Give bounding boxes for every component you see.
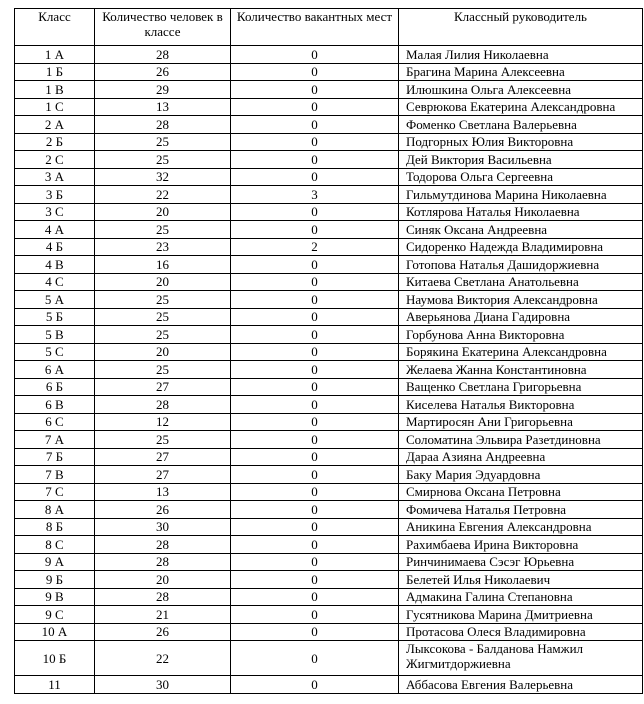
cell-count: 16 xyxy=(95,256,231,274)
cell-vacant: 0 xyxy=(231,361,399,379)
cell-class: 3 С xyxy=(15,203,95,221)
cell-count: 26 xyxy=(95,623,231,641)
cell-class: 5 А xyxy=(15,291,95,309)
cell-teacher: Лыксокова - Балданова Намжил Жигмитдоржиевна xyxy=(399,641,643,676)
cell-class: 2 А xyxy=(15,116,95,134)
cell-vacant: 0 xyxy=(231,46,399,64)
cell-class: 1 Б xyxy=(15,63,95,81)
header-count: Количество человек в классе xyxy=(95,9,231,46)
cell-vacant: 0 xyxy=(231,536,399,554)
cell-count: 21 xyxy=(95,606,231,624)
table-row xyxy=(15,81,643,99)
cell-vacant: 3 xyxy=(231,186,399,204)
cell-count: 25 xyxy=(95,291,231,309)
cell-class: 8 С xyxy=(15,536,95,554)
cell-class: 7 А xyxy=(15,431,95,449)
cell-vacant: 0 xyxy=(231,326,399,344)
cell-teacher: Севрюкова Екатерина Александровна xyxy=(399,98,643,116)
cell-teacher: Соломатина Эльвира Разетдиновна xyxy=(399,431,643,449)
table-row xyxy=(15,186,643,204)
cell-teacher: Смирнова Оксана Петровна xyxy=(399,483,643,501)
cell-class: 8 Б xyxy=(15,518,95,536)
cell-vacant: 0 xyxy=(231,676,399,694)
cell-class: 6 В xyxy=(15,396,95,414)
cell-count: 25 xyxy=(95,308,231,326)
cell-count: 20 xyxy=(95,273,231,291)
cell-class: 4 В xyxy=(15,256,95,274)
cell-count: 25 xyxy=(95,221,231,239)
table-row xyxy=(15,588,643,606)
table-row xyxy=(15,133,643,151)
cell-teacher: Китаева Светлана Анатольевна xyxy=(399,273,643,291)
header-row xyxy=(15,9,643,46)
table-row xyxy=(15,623,643,641)
cell-teacher: Аверьянова Диана Гадировна xyxy=(399,308,643,326)
cell-class: 2 Б xyxy=(15,133,95,151)
cell-vacant: 0 xyxy=(231,343,399,361)
cell-vacant: 0 xyxy=(231,133,399,151)
cell-teacher: Рахимбаева Ирина Викторовна xyxy=(399,536,643,554)
cell-vacant: 0 xyxy=(231,641,399,676)
table-row xyxy=(15,501,643,519)
table-row xyxy=(15,273,643,291)
cell-class: 3 Б xyxy=(15,186,95,204)
cell-class: 7 С xyxy=(15,483,95,501)
cell-teacher: Котлярова Наталья Николаевна xyxy=(399,203,643,221)
table-row xyxy=(15,151,643,169)
cell-vacant: 0 xyxy=(231,518,399,536)
cell-teacher: Синяк Оксана Андреевна xyxy=(399,221,643,239)
header-class: Класс xyxy=(15,9,95,46)
cell-vacant: 0 xyxy=(231,588,399,606)
table-row xyxy=(15,466,643,484)
cell-vacant: 0 xyxy=(231,378,399,396)
cell-teacher: Адмакина Галина Степановна xyxy=(399,588,643,606)
cell-vacant: 0 xyxy=(231,151,399,169)
cell-vacant: 0 xyxy=(231,413,399,431)
cell-vacant: 0 xyxy=(231,203,399,221)
cell-class: 3 А xyxy=(15,168,95,186)
cell-teacher: Борякина Екатерина Александровна xyxy=(399,343,643,361)
cell-vacant: 0 xyxy=(231,256,399,274)
table-row xyxy=(15,291,643,309)
table-row xyxy=(15,256,643,274)
cell-count: 13 xyxy=(95,483,231,501)
cell-teacher: Наумова Виктория Александровна xyxy=(399,291,643,309)
cell-teacher: Дараа Азияна Андреевна xyxy=(399,448,643,466)
table-row xyxy=(15,396,643,414)
cell-count: 25 xyxy=(95,431,231,449)
cell-vacant: 0 xyxy=(231,273,399,291)
cell-class: 1 С xyxy=(15,98,95,116)
table-row xyxy=(15,326,643,344)
cell-vacant: 0 xyxy=(231,291,399,309)
cell-class: 2 С xyxy=(15,151,95,169)
cell-teacher: Ващенко Светлана Григорьевна xyxy=(399,378,643,396)
cell-teacher: Дей Виктория Васильевна xyxy=(399,151,643,169)
cell-class: 1 В xyxy=(15,81,95,99)
cell-count: 28 xyxy=(95,553,231,571)
table-row xyxy=(15,483,643,501)
table-row xyxy=(15,308,643,326)
cell-teacher: Тодорова Ольга Сергеевна xyxy=(399,168,643,186)
table-row xyxy=(15,116,643,134)
cell-vacant: 0 xyxy=(231,221,399,239)
cell-class: 11 xyxy=(15,676,95,694)
table-row xyxy=(15,641,643,676)
cell-class: 5 Б xyxy=(15,308,95,326)
cell-teacher: Подгорных Юлия Викторовна xyxy=(399,133,643,151)
cell-teacher: Брагина Марина Алексеевна xyxy=(399,63,643,81)
cell-count: 32 xyxy=(95,168,231,186)
cell-count: 30 xyxy=(95,518,231,536)
table-row xyxy=(15,168,643,186)
header-teacher: Классный руководитель xyxy=(399,9,643,46)
cell-class: 4 Б xyxy=(15,238,95,256)
table-row xyxy=(15,448,643,466)
cell-teacher: Белетей Илья Николаевич xyxy=(399,571,643,589)
cell-class: 9 С xyxy=(15,606,95,624)
cell-count: 23 xyxy=(95,238,231,256)
cell-vacant: 0 xyxy=(231,116,399,134)
table-row xyxy=(15,518,643,536)
cell-class: 7 В xyxy=(15,466,95,484)
cell-vacant: 0 xyxy=(231,606,399,624)
cell-vacant: 0 xyxy=(231,431,399,449)
cell-count: 25 xyxy=(95,133,231,151)
header-vacant: Количество вакантных мест xyxy=(231,9,399,46)
cell-teacher: Баку Мария Эдуардовна xyxy=(399,466,643,484)
cell-class: 6 А xyxy=(15,361,95,379)
class-table xyxy=(14,8,643,694)
cell-class: 4 С xyxy=(15,273,95,291)
cell-teacher: Желаева Жанна Константиновна xyxy=(399,361,643,379)
cell-teacher: Илюшкина Ольга Алексеевна xyxy=(399,81,643,99)
cell-vacant: 0 xyxy=(231,571,399,589)
cell-vacant: 0 xyxy=(231,448,399,466)
table-row xyxy=(15,238,643,256)
cell-count: 27 xyxy=(95,448,231,466)
table-row xyxy=(15,203,643,221)
cell-teacher: Киселева Наталья Викторовна xyxy=(399,396,643,414)
cell-count: 20 xyxy=(95,343,231,361)
cell-count: 30 xyxy=(95,676,231,694)
table-row xyxy=(15,676,643,694)
cell-class: 5 С xyxy=(15,343,95,361)
cell-count: 20 xyxy=(95,203,231,221)
cell-count: 13 xyxy=(95,98,231,116)
cell-vacant: 0 xyxy=(231,553,399,571)
cell-count: 12 xyxy=(95,413,231,431)
cell-teacher: Ринчинимаева Сэсэг Юрьевна xyxy=(399,553,643,571)
cell-count: 25 xyxy=(95,151,231,169)
cell-vacant: 0 xyxy=(231,501,399,519)
table-row xyxy=(15,431,643,449)
cell-count: 22 xyxy=(95,641,231,676)
table-row xyxy=(15,553,643,571)
cell-class: 4 А xyxy=(15,221,95,239)
cell-teacher: Аббасова Евгения Валерьевна xyxy=(399,676,643,694)
cell-vacant: 0 xyxy=(231,98,399,116)
cell-vacant: 2 xyxy=(231,238,399,256)
cell-teacher: Гильмутдинова Марина Николаевна xyxy=(399,186,643,204)
cell-count: 20 xyxy=(95,571,231,589)
cell-count: 26 xyxy=(95,63,231,81)
table-row xyxy=(15,46,643,64)
table-row xyxy=(15,343,643,361)
cell-vacant: 0 xyxy=(231,168,399,186)
cell-count: 28 xyxy=(95,396,231,414)
cell-count: 28 xyxy=(95,588,231,606)
table-row xyxy=(15,571,643,589)
cell-count: 27 xyxy=(95,466,231,484)
table-body xyxy=(15,46,643,694)
cell-count: 28 xyxy=(95,536,231,554)
cell-class: 6 Б xyxy=(15,378,95,396)
cell-teacher: Аникина Евгения Александровна xyxy=(399,518,643,536)
cell-teacher: Сидоренко Надежда Владимировна xyxy=(399,238,643,256)
cell-teacher: Мартиросян Ани Григорьевна xyxy=(399,413,643,431)
cell-teacher: Протасова Олеся Владимировна xyxy=(399,623,643,641)
cell-vacant: 0 xyxy=(231,81,399,99)
cell-class: 9 В xyxy=(15,588,95,606)
table-row xyxy=(15,378,643,396)
cell-teacher: Горбунова Анна Викторовна xyxy=(399,326,643,344)
cell-vacant: 0 xyxy=(231,483,399,501)
cell-count: 28 xyxy=(95,116,231,134)
cell-count: 27 xyxy=(95,378,231,396)
table-row xyxy=(15,606,643,624)
table-row xyxy=(15,536,643,554)
cell-teacher: Фомичева Наталья Петровна xyxy=(399,501,643,519)
cell-teacher: Гусятникова Марина Дмитриевна xyxy=(399,606,643,624)
cell-count: 28 xyxy=(95,46,231,64)
table-row xyxy=(15,361,643,379)
cell-vacant: 0 xyxy=(231,308,399,326)
cell-vacant: 0 xyxy=(231,623,399,641)
table-row xyxy=(15,413,643,431)
cell-vacant: 0 xyxy=(231,396,399,414)
cell-teacher: Малая Лилия Николаевна xyxy=(399,46,643,64)
cell-teacher: Готопова Наталья Дашидоржиевна xyxy=(399,256,643,274)
table-row xyxy=(15,63,643,81)
cell-class: 7 Б xyxy=(15,448,95,466)
cell-class: 10 Б xyxy=(15,641,95,676)
cell-class: 10 А xyxy=(15,623,95,641)
cell-class: 8 А xyxy=(15,501,95,519)
cell-teacher: Фоменко Светлана Валерьевна xyxy=(399,116,643,134)
cell-count: 25 xyxy=(95,326,231,344)
cell-class: 6 С xyxy=(15,413,95,431)
table-row xyxy=(15,221,643,239)
cell-count: 26 xyxy=(95,501,231,519)
cell-vacant: 0 xyxy=(231,466,399,484)
cell-class: 5 В xyxy=(15,326,95,344)
cell-class: 9 Б xyxy=(15,571,95,589)
cell-count: 25 xyxy=(95,361,231,379)
cell-count: 29 xyxy=(95,81,231,99)
cell-class: 1 А xyxy=(15,46,95,64)
cell-vacant: 0 xyxy=(231,63,399,81)
cell-class: 9 А xyxy=(15,553,95,571)
cell-count: 22 xyxy=(95,186,231,204)
table-row xyxy=(15,98,643,116)
